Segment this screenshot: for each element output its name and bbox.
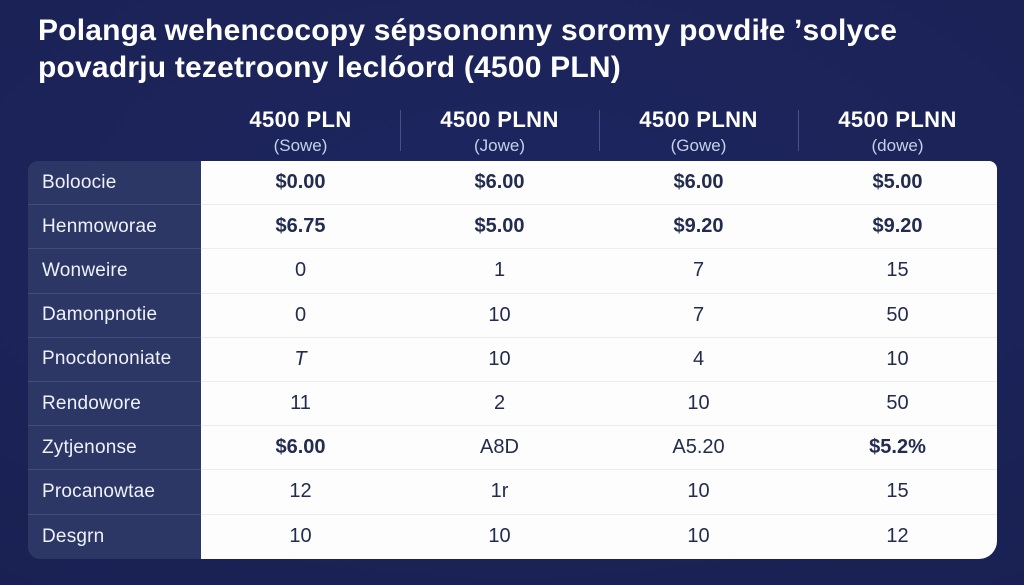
row-label: Pnocdononiate [28,338,201,382]
table-cell: $0.00 [201,161,400,205]
table-cell: 12 [798,515,997,559]
table-cell: $5.00 [798,161,997,205]
table-cell: 10 [400,294,599,338]
table-cell: 1r [400,470,599,514]
table-cell: 15 [798,470,997,514]
table-cell: $6.75 [201,205,400,249]
column-header [599,100,798,161]
page-title-line1: Polanga wehencocopy sépsononny soromy povdiłe ʼsolyce [38,14,898,47]
row-label: Wonweire [28,249,201,293]
table-cell: 0 [201,249,400,293]
column-price: 4500 PLNN [838,107,957,132]
row-label: Desgrn [28,515,201,559]
table-cell: 10 [400,515,599,559]
column-price: 4500 PLNN [440,107,559,132]
table-cell: $9.20 [798,205,997,249]
row-label: Henmoworae [28,205,201,249]
table-cell: 15 [798,249,997,293]
column-variant: (dowe) [871,136,924,155]
table-cell: 10 [599,470,798,514]
table-cell: 10 [599,515,798,559]
row-label: Damonpnotie [28,294,201,338]
row-label: Procanowtae [28,470,201,514]
table-cell: 11 [201,382,400,426]
table-cell: 50 [798,294,997,338]
table-cell: 12 [201,470,400,514]
page-title [38,12,897,86]
table-cell: 1 [400,249,599,293]
table-cell: 7 [599,294,798,338]
table-cell: $5.00 [400,205,599,249]
table-cell: $6.00 [400,161,599,205]
row-label: Boloocie [28,161,201,205]
table-cell: A5.20 [599,426,798,470]
row-label: Zytjenonse [28,426,201,470]
table-cell: 10 [201,515,400,559]
row-label: Rendowore [28,382,201,426]
table-cell: $5.2% [798,426,997,470]
table-cell: 4 [599,338,798,382]
column-variant: (Gowe) [670,136,727,155]
table-cell: $9.20 [599,205,798,249]
table-cell: A8D [400,426,599,470]
column-price: 4500 PLNN [639,107,758,132]
table-cell: 7 [599,249,798,293]
table-cell: 50 [798,382,997,426]
column-header [798,100,997,161]
table-cell: 10 [400,338,599,382]
table-cell: 0 [201,294,400,338]
column-variant: (Jowe) [473,136,525,155]
column-header [400,100,599,161]
column-price: 4500 PLN [249,107,352,132]
table-cell: 10 [798,338,997,382]
table-cell: 10 [599,382,798,426]
column-header [201,100,400,161]
table-corner-spacer [28,100,201,161]
column-variant: (Sowe) [273,136,328,155]
page-title-line2: povadrju tezetroony leclóord (4500 PLN) [38,51,621,84]
table-cell: $6.00 [201,426,400,470]
table-cell: $6.00 [599,161,798,205]
table-cell: 2 [400,382,599,426]
table-cell: T [201,338,400,382]
pricing-comparison-table [28,100,997,559]
